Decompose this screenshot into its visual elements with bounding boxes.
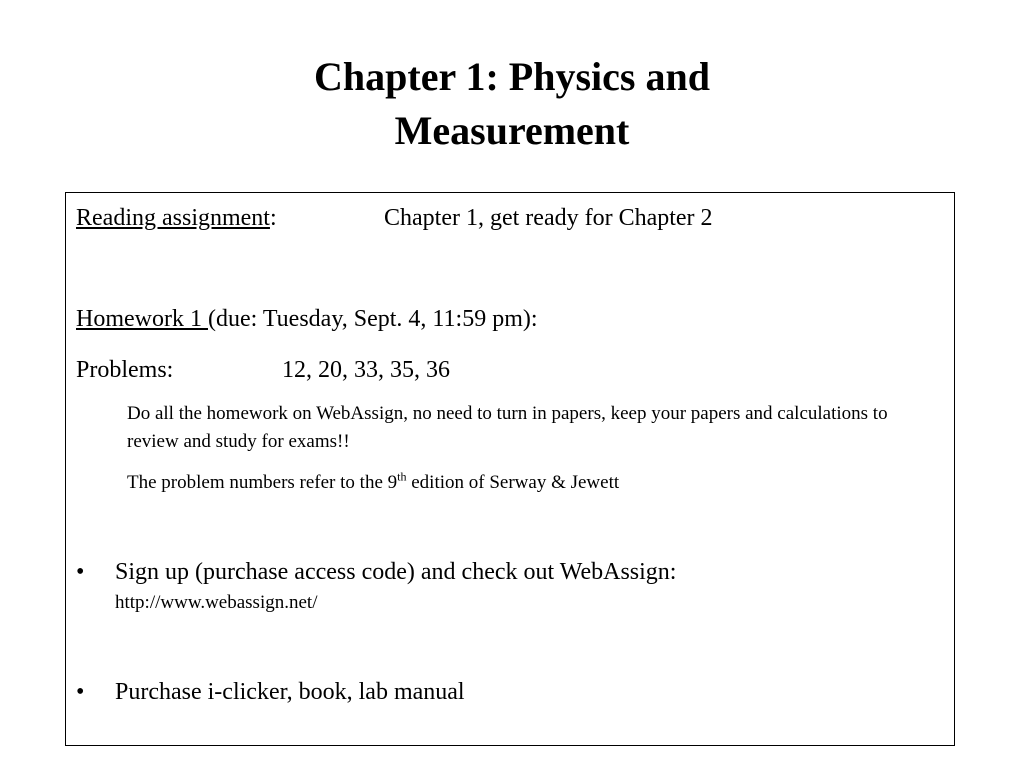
slide-title-line-1: Chapter 1: Physics and xyxy=(314,54,710,99)
problems-row xyxy=(76,355,450,385)
slide-title xyxy=(0,50,1024,158)
edition-note xyxy=(127,469,927,497)
webassign-link[interactable]: http://www.webassign.net/ xyxy=(115,592,318,613)
webassign-note: Do all the homework on WebAssign, no need to turn in papers, keep your papers and calculations to review and study for exams!! xyxy=(127,403,888,452)
reading-assignment-value: Chapter 1, get ready for Chapter 2 xyxy=(384,205,713,231)
slide-title-line-2: Measurement xyxy=(394,108,630,153)
edition-note-text: The problem numbers refer to the 9 xyxy=(127,472,398,493)
bullet-item-webassign-text: Sign up (purchase access code) and check out WebAssign: xyxy=(115,559,677,585)
edition-note-text-end: edition of Serway & Jewett xyxy=(406,472,620,493)
homework-row xyxy=(76,304,538,334)
bullet-icon: • xyxy=(76,559,85,585)
reading-assignment-row xyxy=(76,203,713,233)
bullet-icon: • xyxy=(76,679,85,705)
edition-note-superscript: th xyxy=(397,469,407,484)
bullet-item-purchase-text: Purchase i-clicker, book, lab manual xyxy=(115,679,465,705)
homework-due: (due: Tuesday, Sept. 4, 11:59 pm): xyxy=(207,306,538,332)
homework-label: Homework 1 xyxy=(76,306,208,332)
reading-assignment-colon: : xyxy=(269,205,277,231)
content-box xyxy=(65,192,955,746)
problems-label: Problems: xyxy=(76,357,174,383)
problems-value: 12, 20, 33, 35, 36 xyxy=(282,357,450,383)
reading-assignment-label: Reading assignment xyxy=(76,205,270,231)
